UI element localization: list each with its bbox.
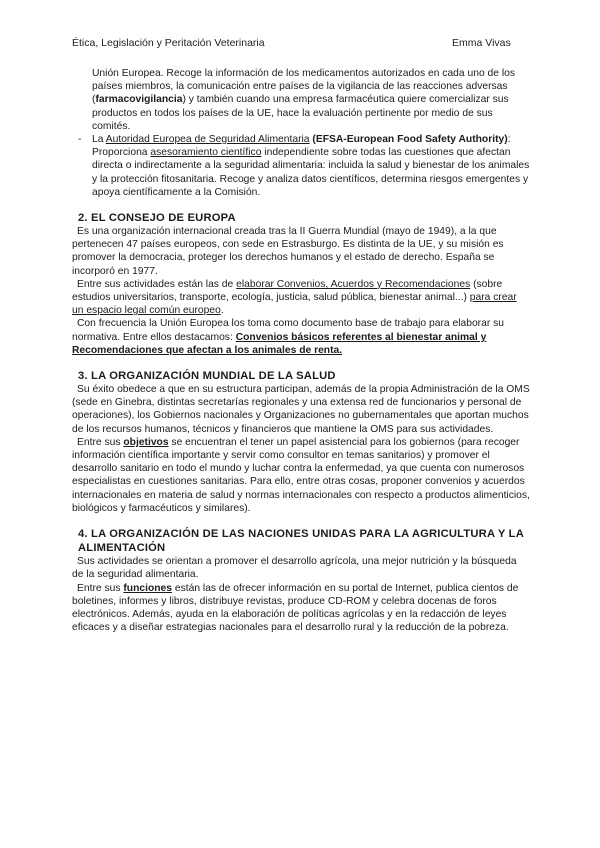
paragraph (72, 317, 530, 357)
underlined-term: asesoramiento científico (150, 147, 262, 159)
paragraph: Sus actividades se orientan a promover el desarrollo agrícola, una mejor nutrición y la búsqueda de la seguridad alimentaria. (72, 556, 517, 581)
paragraph: Es una organización internacional creada tras la II Guerra Mundial (mayo de 1949), a la que pertenecen 47 países europeos, con sede en Estrasburgo. Es distinta de la UE, y su misión es promover la democracia, proteger los derechos humanos y el estado de derecho. España se incorporó en 1977. (72, 226, 504, 277)
list-item-efsa (72, 133, 530, 199)
text-run: (sobre estudios universitarios, transporte, ecología, justicia, salud pública, bienestar animal...) (72, 278, 503, 304)
underlined-term: Autoridad Europea de Seguridad Alimentaria (105, 134, 310, 146)
text-run: independiente sobre todas las cuestiones que afectan directa o indirectamente a la seguridad alimentaria: incluida la salud y bienestar de los animales y la protección fitosanitaria. Recoge y analiza datos científicos, determina riesgos emergentes y apoya científicamente a la Comisión. (92, 147, 530, 198)
paragraph (72, 582, 530, 635)
section-oms (72, 369, 530, 515)
text-run: ) y también cuando una empresa farmacéutica quiere comercializar sus productos en todos los países de la UE, hace la evaluación pertinente por medio de sus comités. (92, 94, 509, 132)
section-heading: 4. LA ORGANIZACIÓN DE LAS NACIONES UNIDAS PARA LA AGRICULTURA Y LA ALIMENTACIÓN (78, 528, 524, 555)
text-run: se encuentran el tener un papel asistencial para los gobiernos (para recoger información científica importante y servir como consultor en temas sanitarios) y promover el desarrollo sanitario en todo el mundo y luchar contra la enfermedad, ya que cuenta con numerosos especialistas en cuestiones sanitarias. Para ello, entre otras cosas, proponer convenios y acuerdos internacionales en materia de salud y normas internacionales con respecto a productos alimenticios, biológicos y farmacéuticos y similares). (72, 436, 530, 514)
bold-underlined-term: funciones (123, 582, 172, 594)
paragraph-ema (72, 67, 530, 133)
paragraph (72, 278, 530, 318)
paragraph: Su éxito obedece a que en su estructura participan, además de la propia Administración de la OMS (sede en Ginebra, distintas secretarías regionales y una extensa red de funcionarios y personal de operaciones), los Gobiernos nacionales y Organizaciones no gubernamentales que aportan muchos de los recursos humanos, técnicos y financieros que mantiene la OMS para sus actividades. (72, 384, 530, 435)
section-consejo-europa (72, 211, 530, 357)
header-author: Emma Vivas (452, 37, 511, 49)
text-run: Unión Europea. Recoge la información de los medicamentos autorizados en cada uno de los países miembros, la comunicación entre países de la vigilancia de las reacciones adversas ( (92, 68, 516, 106)
section-fao (72, 527, 530, 634)
underlined-term: elaborar Convenios, Acuerdos y Recomendaciones (236, 278, 471, 290)
text-run: La (92, 134, 106, 146)
header-course-title: Ética, Legislación y Peritación Veterinaria (72, 37, 265, 49)
paragraph (72, 436, 530, 515)
text-run: están las de ofrecer información en su portal de Internet, publica cientos de boletines, informes y libros, distribuye revistas, produce CD-ROM y celebra docenas de foros electrónicos. Además, ayuda en la elaboración de políticas agrícolas y en la redacción de leyes eficaces y a diseñar estrategias nacionales para el desarrollo rural y la reducción de la pobreza. (72, 582, 519, 634)
text-run: Con frecuencia la Unión Europea los toma como documento base de trabajo para elaborar su normativa. Entre ellos destacamos: (72, 318, 505, 343)
text-run: Entre sus (77, 582, 124, 594)
underlined-term: para crear un espacio legal común europeo (72, 292, 517, 317)
text-run: . (220, 305, 224, 317)
text-run: : Proporciona (92, 134, 511, 159)
bold-underlined-term: Convenios básicos referentes al bienestar animal y Recomendaciones que afectan a los animales de renta. (72, 331, 487, 356)
section-heading: 3. LA ORGANIZACIÓN MUNDIAL DE LA SALUD (78, 370, 336, 383)
document-body (72, 67, 530, 634)
text-run: Entre sus actividades están las de (77, 278, 237, 290)
bold-term: (EFSA-European Food Safety Authority) (309, 134, 508, 146)
bold-term: farmacovigilancia (95, 94, 183, 106)
text-run: Entre sus (77, 436, 124, 448)
bold-underlined-term: objetivos (123, 436, 169, 448)
dash-bullet: - (78, 134, 82, 146)
section-heading: 2. EL CONSEJO DE EUROPA (78, 212, 236, 225)
